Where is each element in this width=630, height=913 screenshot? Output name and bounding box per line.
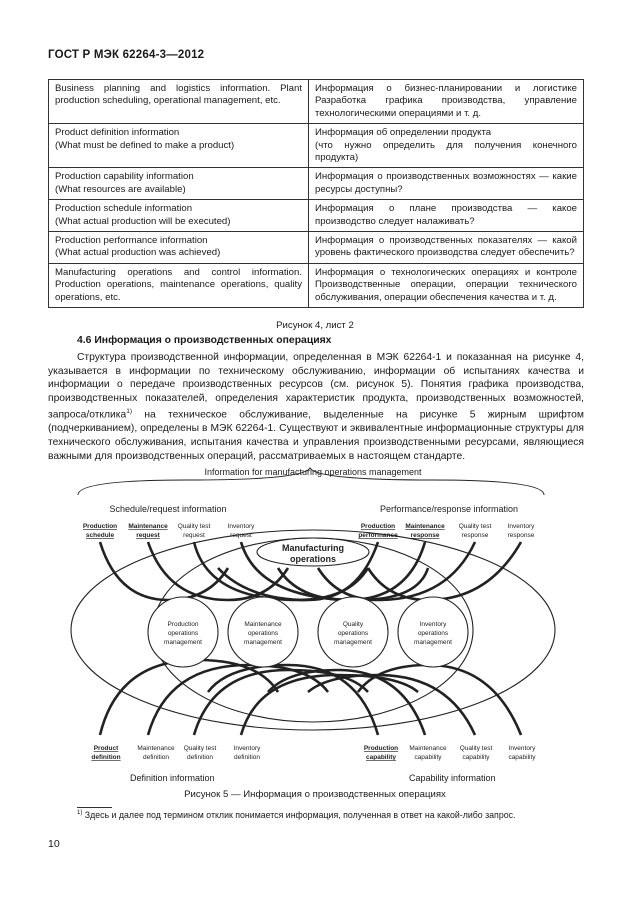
table-cell-ru: Информация о производственных возможностях — какие ресурсы доступны? (309, 168, 584, 200)
table-cell-en: Business planning and logistics information. Plant production scheduling, operational management, etc. (49, 80, 309, 124)
item-quality-test-response-l1: Quality test (458, 523, 492, 530)
item-inventory-response-l2: response (507, 532, 535, 539)
page-number: 10 (48, 838, 60, 850)
table-cell-en: Production capability information (What resources are available) (49, 168, 309, 200)
manufacturing-operations-diagram (48, 460, 584, 776)
table-cell-en: Production schedule information (What actual production will be executed) (49, 200, 309, 232)
circle-2-l1: Maintenance (244, 621, 282, 628)
item-inventory-response-l1: Inventory (507, 523, 535, 530)
top-title: Information for manufacturing operations management (204, 467, 422, 477)
item-quality-test-definition-l2: definition (186, 754, 214, 761)
circle-2-l3: management (244, 639, 282, 646)
footnote-text: Здесь и далее под термином отклик понимается информация, полученная в ответ на какой-либо запрос. (82, 810, 516, 820)
footnote-mark: 1) (77, 810, 83, 817)
item-product-definition-l1: Product (93, 745, 119, 752)
paragraph-text-2: на техническое обслуживание, выделенные на рисунке 5 жирным шрифтом (подчеркиванием), определены в МЭК 62264-1. Существуют и эквивалентные информационные структуры для технического обслуживания, испытания качества и управления производственными ресурсами, являющиеся важными для производственных операций, рассматриваемых в настоящем стандарте. (48, 409, 584, 462)
item-maintenance-response-l1: Maintenance (405, 523, 445, 530)
item-maintenance-request-l2: request (136, 532, 160, 539)
table-row (49, 80, 584, 124)
table-cell-ru: Информация о бизнес-планировании и логистике Разработка графика производства, управление технологическими операциями и т. д. (309, 80, 584, 124)
circle-3-l1: Quality (342, 621, 364, 628)
circle-4-l2: operations (417, 630, 449, 637)
item-inventory-request-l2: request (230, 532, 252, 539)
table-cell-ru: Информация о технологических операциях и контроле Производственные операции, операции технического обслуживания, операции обеспечения качества и т. д. (309, 263, 584, 307)
body-paragraph (48, 351, 584, 463)
item-production-performance-l1: Production (360, 523, 396, 530)
circle-1-l2: operations (167, 630, 199, 637)
item-maintenance-capability-l2: capability (414, 754, 442, 761)
footnote-divider (77, 807, 112, 808)
circle-4-l3: management (414, 639, 452, 646)
item-quality-test-capability-l1: Quality test (459, 745, 493, 752)
item-production-schedule-l2: schedule (85, 532, 115, 539)
item-production-capability-l2: capability (366, 754, 396, 761)
item-maintenance-definition-l1: Maintenance (137, 745, 175, 752)
item-inventory-capability-l2: capability (508, 754, 536, 761)
table-cell-ru: Информация об определении продукта (что нужно определить для получения конечного продукта) (309, 124, 584, 168)
table-cell-ru: Информация о плане производства — какое производство следует налаживать? (309, 200, 584, 232)
item-quality-test-request-l2: request (183, 532, 205, 539)
table-cell-ru: Информация о производственных показателях — какой уровень фактического производства следует обеспечить? (309, 232, 584, 264)
bottom-left-group-label: Definition information (130, 773, 215, 783)
circle-3-l2: operations (337, 630, 369, 637)
table-cell-en: Product definition information (What must be defined to make a product) (49, 124, 309, 168)
item-inventory-request-l1: Inventory (227, 523, 255, 530)
footnote-ref: 1) (126, 408, 133, 416)
right-group-label: Performance/response information (379, 504, 519, 514)
item-quality-test-capability-l2: capability (462, 754, 490, 761)
table-row (49, 232, 584, 264)
center-label-line-1: Manufacturing (282, 543, 344, 553)
bottom-right-group-label: Capability information (409, 773, 496, 783)
figure-4-caption: Рисунок 4, лист 2 (276, 320, 354, 331)
table-cell-en: Production performance information (What actual production was achieved) (49, 232, 309, 264)
item-inventory-definition-l2: definition (233, 754, 261, 761)
item-quality-test-request-l1: Quality test (177, 523, 211, 530)
left-group-label: Schedule/request information (109, 504, 227, 514)
table-cell-en: Manufacturing operations and control information. Production operations, maintenance operations, quality operations, etc. (49, 263, 309, 307)
circle-1-l1: Production (167, 621, 199, 628)
document-header: ГОСТ Р МЭК 62264-3—2012 (48, 49, 205, 61)
item-product-definition-l2: definition (91, 754, 121, 761)
item-maintenance-request-l1: Maintenance (128, 523, 168, 530)
paragraph-text-1: Структура производственной информации, определенная в МЭК 62264-1 и показанная на рисунке 4, указывается в информации по техническому обслуживанию, информации об испытаниях качества и информации о передаче производственных ресурсов (см. рисунок 5). Понятия графика производства, производственных показателей, определения характеристик продукта, производственных возможностей, запроса/отклика (48, 352, 584, 421)
circle-1-l3: management (164, 639, 202, 646)
item-quality-test-definition-l1: Quality test (183, 745, 217, 752)
footnote (77, 810, 515, 820)
table-row (49, 124, 584, 168)
item-maintenance-response-l2: response (410, 532, 440, 539)
information-table (48, 79, 584, 308)
item-quality-test-response-l2: response (461, 532, 489, 539)
circle-3-l3: management (334, 639, 372, 646)
table-row (49, 200, 584, 232)
item-production-performance-l2: performance (358, 532, 398, 539)
circle-2-l2: operations (247, 630, 279, 637)
item-maintenance-definition-l2: definition (142, 754, 170, 761)
center-label-line-2: operations (289, 554, 337, 564)
item-production-capability-l1: Production (363, 745, 399, 752)
section-title: 4.6 Информация о производственных операциях (77, 335, 332, 346)
table-row (49, 263, 584, 307)
circle-4-l1: Inventory (419, 621, 447, 628)
item-production-schedule-l1: Production (82, 523, 118, 530)
item-maintenance-capability-l1: Maintenance (409, 745, 447, 752)
table-row (49, 168, 584, 200)
item-inventory-definition-l1: Inventory (233, 745, 261, 752)
figure-5-caption: Рисунок 5 — Информация о производственных операциях (184, 789, 446, 800)
item-inventory-capability-l1: Inventory (508, 745, 536, 752)
